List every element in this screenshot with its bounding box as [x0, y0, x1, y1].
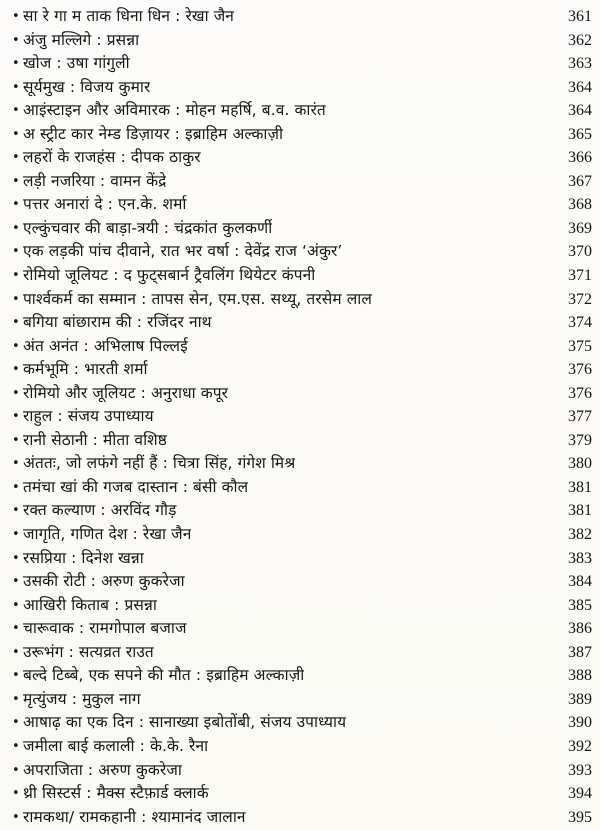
entry-page-number: 364 — [568, 102, 592, 120]
list-item — [12, 429, 592, 453]
entry-page-number: 390 — [568, 714, 592, 732]
list-item — [12, 264, 592, 288]
entry-title: रोमियो और जूलियट : अनुराधा कपूर — [23, 383, 229, 402]
entry-page-number: 389 — [568, 690, 592, 708]
entry-title: आषाढ़ का एक दिन : सानाख्या इबोतोंबी, संजय उपाध्याय — [23, 713, 347, 732]
bullet-icon: • — [12, 644, 20, 660]
entry-page-number: 372 — [568, 290, 592, 308]
entry-page-number: 395 — [568, 808, 592, 826]
entry-title: जमीला बाई कलाली : के.के. रैना — [23, 736, 209, 755]
bullet-icon: • — [12, 338, 20, 354]
entry-page-number: 392 — [568, 737, 592, 755]
entry-page-number: 393 — [568, 761, 592, 779]
bullet-icon: • — [12, 715, 20, 731]
entry-title: उसकी रोटी : अरुण कुकरेजा — [23, 572, 185, 591]
bullet-icon: • — [12, 456, 20, 472]
list-item — [12, 29, 592, 53]
entry-title: रोमियो जूलियट : द फुट्सबार्न ट्रैवलिंग थियेटर कंपनी — [23, 266, 316, 285]
entry-page-number: 387 — [568, 643, 592, 661]
toc-list — [12, 5, 592, 829]
bullet-icon: • — [12, 291, 20, 307]
bullet-icon: • — [12, 268, 20, 284]
list-item — [12, 735, 592, 759]
bullet-icon: • — [12, 9, 20, 24]
entry-title: तमंचा खां की गजब दास्तान : बंसी कौल — [23, 477, 249, 496]
entry-title: खोज : उषा गांगुली — [23, 54, 130, 73]
list-item — [12, 335, 592, 359]
entry-page-number: 394 — [568, 785, 592, 803]
entry-title: लड़ी नजरिया : वामन केंद्रे — [23, 171, 167, 190]
list-item — [12, 452, 592, 476]
entry-title: अंजु मल्लिगे : प्रसन्ना — [23, 30, 140, 49]
bullet-icon: • — [12, 786, 20, 802]
entry-page-number: 379 — [568, 431, 592, 449]
list-item — [12, 217, 592, 241]
entry-title: उरूभंग : सत्यव्रत राउत — [23, 642, 154, 661]
bullet-icon: • — [12, 479, 20, 495]
entry-page-number: 366 — [568, 149, 592, 167]
entry-title: सूर्यमुख : विजय कुमार — [23, 77, 151, 96]
bullet-icon: • — [12, 220, 20, 236]
entry-page-number: 361 — [568, 8, 592, 25]
entry-title: कर्मभूमि : भारती शर्मा — [23, 360, 148, 379]
entry-title: लहरों के राजहंस : दीपक ठाकुर — [23, 148, 201, 167]
list-item — [12, 547, 592, 571]
entry-title: पत्तर अनारां दे : एन.के. शर्मा — [23, 195, 187, 214]
list-item — [12, 5, 592, 29]
entry-title: चारूवाक : रामगोपाल बजाज — [23, 619, 187, 638]
list-item — [12, 288, 592, 312]
entry-title: बगिया बांछाराम की : रजिंदर नाथ — [23, 313, 212, 332]
entry-page-number: 368 — [568, 196, 592, 214]
bullet-icon: • — [12, 409, 20, 425]
list-item — [12, 52, 592, 76]
bullet-icon: • — [12, 668, 20, 684]
entry-title: बल्दे टिब्बे, एक सपने की मौत : इब्राहिम अल्काज़ी — [23, 666, 305, 685]
bullet-icon: • — [12, 574, 20, 590]
entry-title: अ स्ट्रीट कार नेम्ड डिज़ायर : इब्राहिम अल्काज़ी — [23, 124, 284, 143]
entry-page-number: 365 — [568, 125, 592, 143]
bullet-icon: • — [12, 503, 20, 519]
list-item — [12, 664, 592, 688]
bullet-icon: • — [12, 150, 20, 166]
list-item — [12, 405, 592, 429]
entry-page-number: 370 — [568, 243, 592, 261]
bullet-icon: • — [12, 597, 20, 613]
list-item — [12, 570, 592, 594]
list-item — [12, 382, 592, 406]
bullet-icon: • — [12, 527, 20, 543]
list-item — [12, 146, 592, 170]
bullet-icon: • — [12, 550, 20, 566]
entry-page-number: 362 — [568, 31, 592, 49]
entry-title: आइंस्टाइन और अविमारक : मोहन महर्षि, ब.व. कारंत — [23, 101, 326, 120]
list-item — [12, 240, 592, 264]
entry-title: रसप्रिया : दिनेश खन्ना — [23, 548, 144, 567]
entry-page-number: 382 — [568, 526, 592, 544]
entry-page-number: 377 — [568, 408, 592, 426]
entry-title: मृत्युंजय : मुकुल नाग — [23, 689, 141, 708]
list-item — [12, 594, 592, 618]
entry-title: अंततः, जो लफंगे नहीं हैं : चित्रा सिंह, गंगेश मिश्र — [23, 454, 296, 473]
bullet-icon: • — [12, 32, 20, 48]
entry-page-number: 384 — [568, 573, 592, 591]
entry-title: रक्त कल्याण : अरविंद गौड़ — [23, 501, 177, 520]
entry-page-number: 371 — [568, 267, 592, 285]
list-item — [12, 641, 592, 665]
entry-page-number: 383 — [568, 549, 592, 567]
list-item — [12, 99, 592, 123]
entry-title: रामकथा/ रामकहानी : श्यामानंद जालान — [23, 807, 246, 826]
entry-page-number: 376 — [568, 361, 592, 379]
entry-title: अपराजिता : अरुण कुकरेजा — [23, 760, 182, 779]
list-item — [12, 76, 592, 100]
entry-title: राहुल : संजय उपाध्याय — [23, 407, 154, 426]
entry-title: सा रे गा म ताक धिना धिन : रेखा जैन — [23, 7, 235, 25]
list-item — [12, 311, 592, 335]
bullet-icon: • — [12, 126, 20, 142]
list-item — [12, 617, 592, 641]
bullet-icon: • — [12, 79, 20, 95]
bullet-icon: • — [12, 738, 20, 754]
bullet-icon: • — [12, 315, 20, 331]
entry-page-number: 375 — [568, 337, 592, 355]
entry-page-number: 385 — [568, 596, 592, 614]
entry-page-number: 381 — [568, 478, 592, 496]
list-item — [12, 499, 592, 523]
entry-page-number: 367 — [568, 172, 592, 190]
bullet-icon: • — [12, 691, 20, 707]
list-item — [12, 358, 592, 382]
bullet-icon: • — [12, 173, 20, 189]
entry-title: एक लड़की पांच दीवाने, रात भर वर्षा : देवेंद्र राज ‘अंकुर’ — [23, 242, 343, 261]
list-item — [12, 123, 592, 147]
entry-page-number: 381 — [568, 502, 592, 520]
bullet-icon: • — [12, 103, 20, 119]
list-item — [12, 170, 592, 194]
entry-title: जागृति, गणित देश : रेखा जैन — [23, 525, 192, 544]
entry-title: थ्री सिस्टर्स : मैक्स स्टैफ़ार्ड क्लार्क — [23, 784, 209, 803]
bullet-icon: • — [12, 621, 20, 637]
bullet-icon: • — [12, 197, 20, 213]
bullet-icon: • — [12, 244, 20, 260]
entry-page-number: 386 — [568, 620, 592, 638]
entry-title: एल्कुंचवार की बाड़ा-त्रयी : चंद्रकांत कुलकर्णी — [23, 218, 273, 237]
entry-page-number: 369 — [568, 219, 592, 237]
bullet-icon: • — [12, 809, 20, 825]
entry-title: पार्श्वकर्म का सम्मान : तापस सेन, एम.एस. सथ्यू, तरसेम लाल — [23, 289, 372, 308]
bullet-icon: • — [12, 362, 20, 378]
list-item — [12, 523, 592, 547]
list-item — [12, 759, 592, 783]
list-item — [12, 476, 592, 500]
entry-title: अंत अनंत : अभिलाष पिल्लई — [23, 336, 188, 355]
entry-title: रानी सेठानी : मीता वशिष्ठ — [23, 430, 167, 449]
entry-page-number: 376 — [568, 384, 592, 402]
bullet-icon: • — [12, 385, 20, 401]
entry-page-number: 363 — [568, 55, 592, 73]
list-item — [12, 688, 592, 712]
bullet-icon: • — [12, 56, 20, 72]
list-item — [12, 193, 592, 217]
bullet-icon: • — [12, 762, 20, 778]
list-item — [12, 806, 592, 830]
entry-title: आखिरी किताब : प्रसन्ना — [23, 595, 157, 614]
entry-page-number: 374 — [568, 314, 592, 332]
entry-page-number: 364 — [568, 78, 592, 96]
bullet-icon: • — [12, 432, 20, 448]
list-item — [12, 711, 592, 735]
list-item — [12, 782, 592, 806]
entry-page-number: 388 — [568, 667, 592, 685]
entry-page-number: 380 — [568, 455, 592, 473]
